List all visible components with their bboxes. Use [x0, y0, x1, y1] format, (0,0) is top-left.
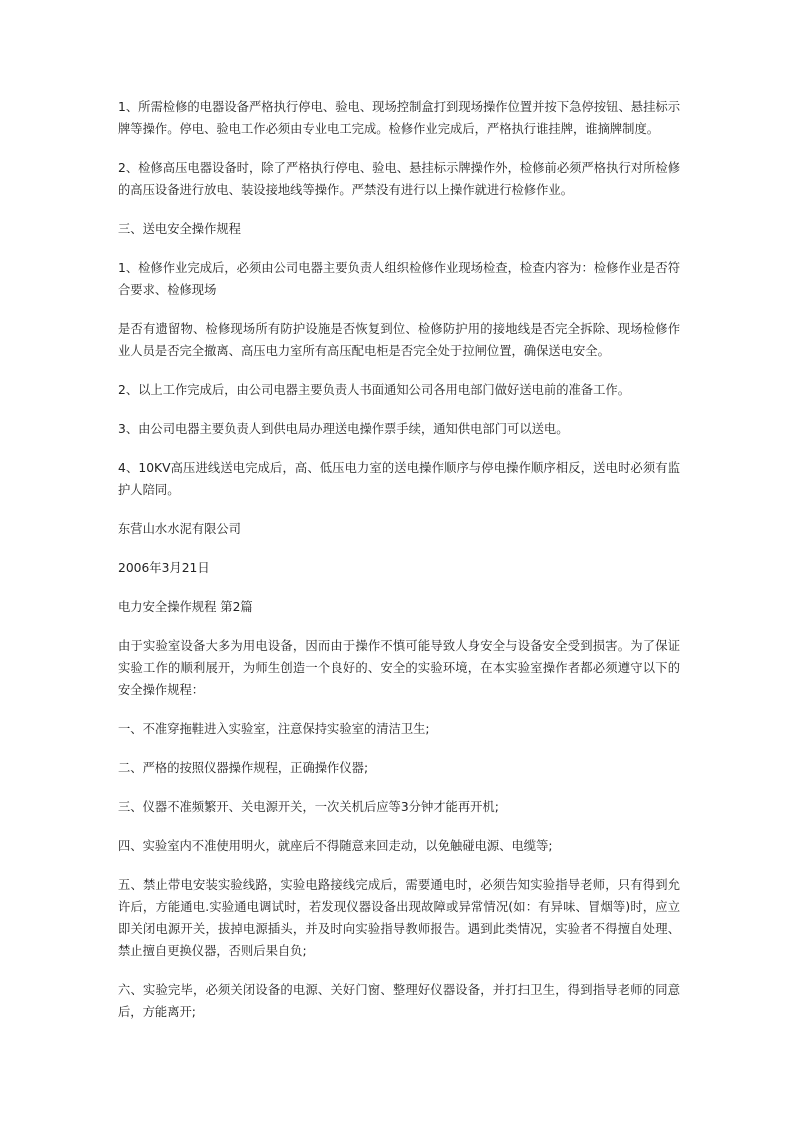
rule-item: 五、禁止带电安装实验线路，实验电路接线完成后，需要通电时，必须告知实验指导老师，只有得到允许后，方能通电.实验通电调试时，若发现仪器设备出现故障或异常情况(如：有异味、冒烟等)时，应立即关闭电源开关，拔掉电源插头，并及时向实验指导教师报告。遇到此类情况，实验者不得擅自处理、禁止擅自更换仪器，否则后果自负; [118, 878, 680, 958]
rule-item: 三、仪器不准频繁开、关电源开关，一次关机后应等3分钟才能再开机; [118, 800, 499, 814]
section-title: 电力安全操作规程 第2篇 [118, 600, 253, 614]
paragraph: 4、10KV高压进线送电完成后，高、低压电力室的送电操作顺序与停电操作顺序相反，送电时必须有监护人陪同。 [118, 461, 680, 497]
rule-item: 六、实验完毕，必须关闭设备的电源、关好门窗、整理好仪器设备，并打扫卫生，得到指导老师的同意后，方能离开; [118, 983, 680, 1019]
rule-item: 一、不准穿拖鞋进入实验室，注意保持实验室的清洁卫生; [118, 722, 430, 736]
document-date: 2006年3月21日 [118, 561, 210, 575]
paragraph: 1、检修作业完成后，必须由公司电器主要负责人组织检修作业现场检查，检查内容为：检修作业是否符合要求、检修现场 [118, 261, 680, 297]
rule-item: 四、实验室内不准使用明火，就座后不得随意来回走动，以免触碰电源、电缆等; [118, 839, 553, 853]
company-name: 东营山水水泥有限公司 [118, 522, 241, 536]
paragraph: 3、由公司电器主要负责人到供电局办理送电操作票手续，通知供电部门可以送电。 [118, 422, 569, 436]
paragraph: 2、检修高压电器设备时，除了严格执行停电、验电、悬挂标示牌操作外，检修前必须严格执行对所检修的高压设备进行放电、装设接地线等操作。严禁没有进行以上操作就进行检修作业。 [118, 161, 680, 197]
paragraph: 1、所需检修的电器设备严格执行停电、验电、现场控制盒打到现场操作位置并按下急停按钮、悬挂标示牌等操作。停电、验电工作必须由专业电工完成。检修作业完成后，严格执行谁挂牌，谁摘牌制度。 [118, 100, 680, 136]
document-body [118, 96, 680, 1040]
paragraph: 2、以上工作完成后，由公司电器主要负责人书面通知公司各用电部门做好送电前的准备工作。 [118, 383, 630, 397]
rule-item: 二、严格的按照仪器操作规程，正确操作仪器; [118, 761, 369, 775]
paragraph: 由于实验室设备大多为用电设备，因而由于操作不慎可能导致人身安全与设备安全受到损害。为了保证实验工作的顺利展开，为师生创造一个良好的、安全的实验环境，在本实验室操作者都必须遵守以下的安全操作规程： [118, 639, 680, 697]
section-heading: 三、送电安全操作规程 [118, 222, 241, 236]
paragraph: 是否有遗留物、检修现场所有防护设施是否恢复到位、检修防护用的接地线是否完全拆除、现场检修作业人员是否完全撤离、高压电力室所有高压配电柜是否完全处于拉闸位置，确保送电安全。 [118, 322, 680, 358]
